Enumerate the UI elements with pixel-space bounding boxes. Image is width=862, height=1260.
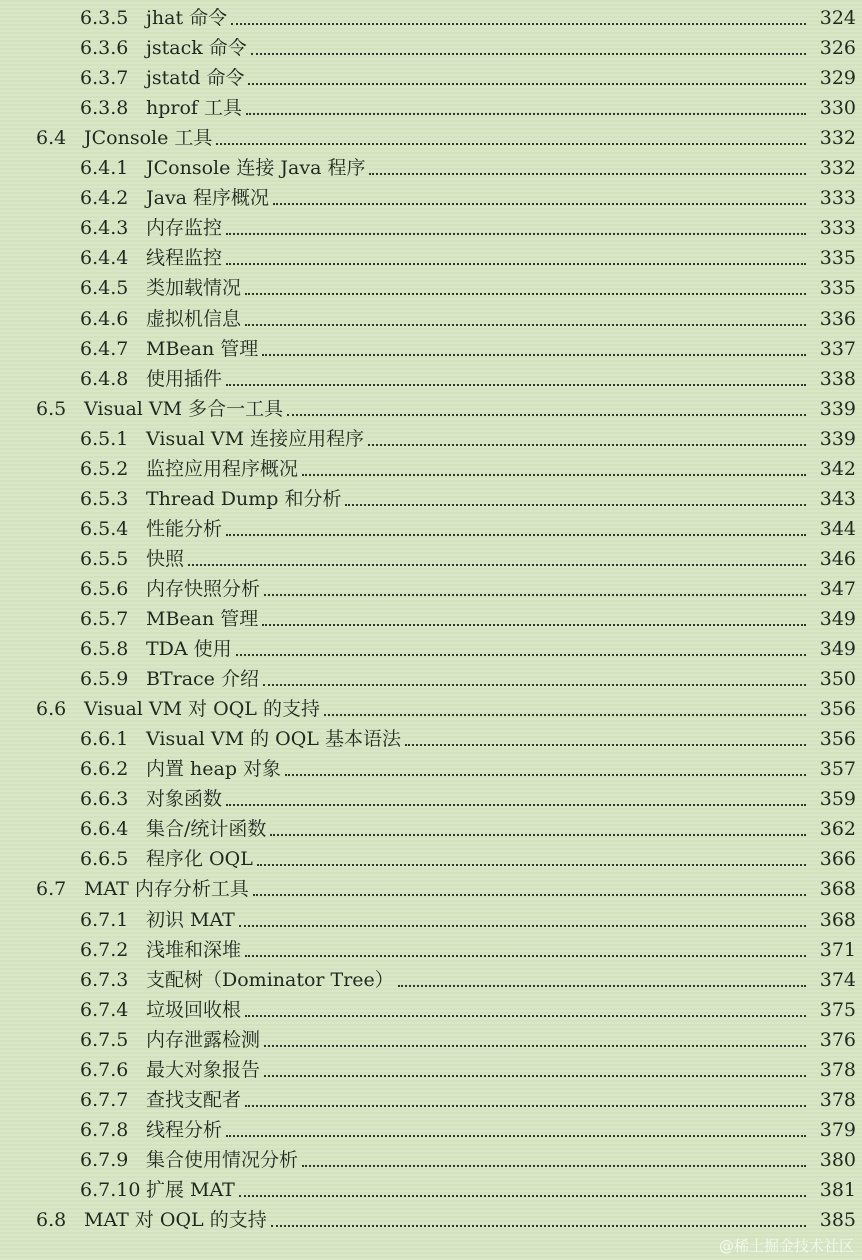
toc-subsection-entry[interactable] — [0, 364, 862, 394]
entry-title: 类加载情况 — [146, 277, 242, 299]
dot-leader — [226, 262, 806, 265]
entry-number: 6.3.6 — [80, 37, 129, 59]
toc-subsection-entry[interactable] — [0, 935, 862, 965]
entry-number: 6.4.4 — [80, 247, 129, 269]
dot-leader — [302, 473, 806, 476]
entry-title: Visual VM 的 OQL 基本语法 — [146, 728, 401, 750]
dot-leader — [245, 323, 806, 326]
entry-page-number: 346 — [819, 548, 856, 570]
entry-number: 6.6.3 — [80, 788, 129, 810]
entry-title: 线程监控 — [146, 247, 223, 269]
entry-title: 内置 heap 对象 — [146, 758, 282, 780]
entry-page-number: 371 — [819, 939, 856, 961]
entry-title: 垃圾回收根 — [146, 999, 242, 1021]
toc-subsection-entry[interactable] — [0, 3, 862, 33]
entry-page-number: 336 — [819, 308, 856, 330]
entry-page-number: 359 — [819, 788, 856, 810]
toc-subsection-entry[interactable] — [0, 213, 862, 243]
toc-subsection-entry[interactable] — [0, 183, 862, 213]
entry-title: jhat 命令 — [146, 7, 228, 29]
dot-leader — [231, 22, 806, 25]
entry-page-number: 324 — [819, 7, 856, 29]
toc-subsection-entry[interactable] — [0, 454, 862, 484]
entry-page-number: 337 — [819, 338, 856, 360]
entry-title: 集合使用情况分析 — [146, 1149, 299, 1171]
entry-page-number: 329 — [819, 67, 856, 89]
entry-title: Thread Dump 和分析 — [146, 488, 342, 510]
toc-subsection-entry[interactable] — [0, 1175, 862, 1205]
toc-subsection-entry[interactable] — [0, 273, 862, 303]
entry-title: 扩展 MAT — [146, 1179, 235, 1201]
entry-number: 6.5.1 — [80, 428, 129, 450]
entry-page-number: 380 — [819, 1149, 856, 1171]
toc-subsection-entry[interactable] — [0, 634, 862, 664]
toc-subsection-entry[interactable] — [0, 664, 862, 694]
dot-leader — [251, 52, 806, 55]
toc-subsection-entry[interactable] — [0, 814, 862, 844]
entry-title: 浅堆和深堆 — [146, 939, 242, 961]
entry-title: BTrace 介绍 — [146, 668, 259, 690]
entry-page-number: 347 — [819, 578, 856, 600]
toc-subsection-entry[interactable] — [0, 844, 862, 874]
entry-title: 集合/统计函数 — [146, 818, 267, 840]
entry-page-number: 368 — [819, 878, 856, 900]
entry-number: 6.4.2 — [80, 187, 129, 209]
entry-title: MAT 内存分析工具 — [84, 878, 249, 900]
entry-number: 6.3.7 — [80, 67, 129, 89]
toc-subsection-entry[interactable] — [0, 93, 862, 123]
entry-title: jstatd 命令 — [146, 67, 245, 89]
toc-subsection-entry[interactable] — [0, 574, 862, 604]
entry-number: 6.6.5 — [80, 848, 129, 870]
entry-page-number: 375 — [819, 999, 856, 1021]
dot-leader — [262, 353, 806, 356]
dot-leader — [270, 833, 806, 836]
dot-leader — [246, 112, 806, 115]
dot-leader — [245, 954, 806, 957]
entry-number: 6.5.3 — [80, 488, 129, 510]
entry-number: 6.3.8 — [80, 97, 129, 119]
entry-title: TDA 使用 — [146, 638, 232, 660]
dot-leader — [245, 292, 806, 295]
toc-subsection-entry[interactable] — [0, 514, 862, 544]
entry-title: MBean 管理 — [146, 608, 259, 630]
dot-leader — [264, 1044, 806, 1047]
entry-number: 6.4 — [36, 127, 67, 149]
entry-title: 监控应用程序概况 — [146, 458, 299, 480]
dot-leader — [264, 1074, 806, 1077]
entry-title: MBean 管理 — [146, 338, 259, 360]
entry-title: 内存监控 — [146, 217, 223, 239]
entry-number: 6.5.6 — [80, 578, 129, 600]
toc-subsection-entry[interactable] — [0, 1055, 862, 1085]
toc-section-entry[interactable] — [0, 694, 862, 724]
entry-page-number: 335 — [819, 277, 856, 299]
entry-page-number: 349 — [819, 608, 856, 630]
entry-title: Visual VM 多合一工具 — [84, 398, 284, 420]
entry-number: 6.7 — [36, 878, 67, 900]
dot-leader — [257, 863, 806, 866]
entry-number: 6.7.8 — [80, 1119, 129, 1141]
toc-subsection-entry[interactable] — [0, 33, 862, 63]
dot-leader — [226, 803, 806, 806]
entry-page-number: 333 — [819, 187, 856, 209]
entry-title: 对象函数 — [146, 788, 223, 810]
entry-number: 6.4.1 — [80, 157, 129, 179]
entry-page-number: 356 — [819, 698, 856, 720]
entry-title: Visual VM 对 OQL 的支持 — [84, 698, 320, 720]
entry-page-number: 326 — [819, 37, 856, 59]
entry-number: 6.7.6 — [80, 1059, 129, 1081]
dot-leader — [245, 1014, 806, 1017]
toc-subsection-entry[interactable] — [0, 1145, 862, 1175]
entry-number: 6.6.4 — [80, 818, 129, 840]
toc-subsection-entry[interactable] — [0, 784, 862, 814]
dot-leader — [264, 593, 806, 596]
entry-number: 6.7.9 — [80, 1149, 129, 1171]
entry-page-number: 378 — [819, 1089, 856, 1111]
entry-number: 6.4.8 — [80, 368, 129, 390]
entry-page-number: 344 — [819, 518, 856, 540]
entry-title: MAT 对 OQL 的支持 — [84, 1209, 267, 1231]
toc-subsection-entry[interactable] — [0, 484, 862, 514]
entry-number: 6.7.1 — [80, 909, 129, 931]
entry-title: JConsole 工具 — [84, 127, 213, 149]
entry-page-number: 333 — [819, 217, 856, 239]
dot-leader — [239, 924, 806, 927]
entry-number: 6.7.4 — [80, 999, 129, 1021]
entry-title: 内存快照分析 — [146, 578, 261, 600]
entry-page-number: 350 — [819, 668, 856, 690]
toc-section-entry[interactable] — [0, 874, 862, 904]
entry-title: 性能分析 — [146, 518, 223, 540]
entry-page-number: 381 — [819, 1179, 856, 1201]
dot-leader — [253, 893, 806, 896]
entry-page-number: 356 — [819, 728, 856, 750]
entry-title: Java 程序概况 — [146, 187, 270, 209]
toc-section-entry[interactable] — [0, 123, 862, 153]
dot-leader — [271, 1224, 806, 1227]
entry-number: 6.7.2 — [80, 939, 129, 961]
entry-page-number: 330 — [819, 97, 856, 119]
entry-page-number: 379 — [819, 1119, 856, 1141]
toc-subsection-entry[interactable] — [0, 153, 862, 183]
entry-number: 6.5.9 — [80, 668, 129, 690]
entry-title: 内存泄露检测 — [146, 1029, 261, 1051]
entry-title: 程序化 OQL — [146, 848, 253, 870]
entry-number: 6.6.2 — [80, 758, 129, 780]
entry-number: 6.7.3 — [80, 969, 129, 991]
entry-number: 6.3.5 — [80, 7, 129, 29]
entry-title: 查找支配者 — [146, 1089, 242, 1111]
entry-number: 6.6 — [36, 698, 67, 720]
toc-subsection-entry[interactable] — [0, 243, 862, 273]
entry-number: 6.4.5 — [80, 277, 129, 299]
toc-subsection-entry[interactable] — [0, 1115, 862, 1145]
dot-leader — [226, 1134, 806, 1137]
dot-leader — [245, 1104, 806, 1107]
entry-number: 6.8 — [36, 1209, 67, 1231]
toc-subsection-entry[interactable] — [0, 63, 862, 93]
toc-subsection-entry[interactable] — [0, 304, 862, 334]
entry-number: 6.5.8 — [80, 638, 129, 660]
toc-subsection-entry[interactable] — [0, 995, 862, 1025]
dot-leader — [398, 984, 806, 987]
entry-title: Visual VM 连接应用程序 — [146, 428, 365, 450]
entry-page-number: 349 — [819, 638, 856, 660]
entry-page-number: 332 — [819, 157, 856, 179]
entry-page-number: 374 — [819, 969, 856, 991]
entry-title: jstack 命令 — [146, 37, 247, 59]
dot-leader — [226, 533, 806, 536]
dot-leader — [263, 683, 806, 686]
dot-leader — [369, 172, 806, 175]
entry-title: 线程分析 — [146, 1119, 223, 1141]
toc-subsection-entry[interactable] — [0, 334, 862, 364]
entry-title: 快照 — [146, 548, 185, 570]
dot-leader — [287, 413, 806, 416]
entry-page-number: 378 — [819, 1059, 856, 1081]
entry-page-number: 332 — [819, 127, 856, 149]
entry-page-number: 385 — [819, 1209, 856, 1231]
watermark: @稀土掘金技术社区 — [718, 1237, 854, 1255]
dot-leader — [239, 1194, 806, 1197]
toc-subsection-entry[interactable] — [0, 424, 862, 454]
dot-leader — [226, 232, 806, 235]
entry-page-number: 357 — [819, 758, 856, 780]
entry-title: 使用插件 — [146, 368, 223, 390]
toc-subsection-entry[interactable] — [0, 754, 862, 784]
entry-number: 6.4.3 — [80, 217, 129, 239]
entry-number: 6.5.2 — [80, 458, 129, 480]
entry-number: 6.5 — [36, 398, 67, 420]
toc-section-entry[interactable] — [0, 394, 862, 424]
entry-page-number: 335 — [819, 247, 856, 269]
toc-subsection-entry[interactable] — [0, 905, 862, 935]
entry-title: 支配树（Dominator Tree） — [146, 969, 394, 991]
entry-number: 6.5.4 — [80, 518, 129, 540]
dot-leader — [236, 653, 806, 656]
entry-page-number: 338 — [819, 368, 856, 390]
entry-page-number: 368 — [819, 909, 856, 931]
entry-page-number: 366 — [819, 848, 856, 870]
dot-leader — [368, 443, 806, 446]
dot-leader — [216, 142, 806, 145]
dot-leader — [405, 743, 806, 746]
entry-number: 6.7.10 — [80, 1179, 141, 1201]
entry-page-number: 362 — [819, 818, 856, 840]
dot-leader — [345, 503, 806, 506]
entry-number: 6.7.7 — [80, 1089, 129, 1111]
entry-page-number: 376 — [819, 1029, 856, 1051]
entry-title: 虚拟机信息 — [146, 308, 242, 330]
dot-leader — [262, 623, 806, 626]
entry-title: 初识 MAT — [146, 909, 235, 931]
entry-number: 6.5.5 — [80, 548, 129, 570]
entry-number: 6.4.6 — [80, 308, 129, 330]
toc-section-entry[interactable] — [0, 1205, 862, 1235]
entry-number: 6.5.7 — [80, 608, 129, 630]
entry-page-number: 339 — [819, 398, 856, 420]
dot-leader — [324, 713, 806, 716]
dot-leader — [188, 563, 806, 566]
entry-number: 6.4.7 — [80, 338, 129, 360]
toc-subsection-entry[interactable] — [0, 1085, 862, 1115]
toc-subsection-entry[interactable] — [0, 1025, 862, 1055]
entry-page-number: 342 — [819, 458, 856, 480]
toc-subsection-entry[interactable] — [0, 604, 862, 634]
dot-leader — [226, 383, 806, 386]
dot-leader — [273, 202, 806, 205]
entry-number: 6.6.1 — [80, 728, 129, 750]
dot-leader — [285, 773, 806, 776]
toc-subsection-entry[interactable] — [0, 544, 862, 574]
entry-title: 最大对象报告 — [146, 1059, 261, 1081]
dot-leader — [248, 82, 806, 85]
entry-page-number: 339 — [819, 428, 856, 450]
entry-number: 6.7.5 — [80, 1029, 129, 1051]
dot-leader — [302, 1164, 806, 1167]
entry-page-number: 343 — [819, 488, 856, 510]
toc-subsection-entry[interactable] — [0, 965, 862, 995]
entry-title: hprof 工具 — [146, 97, 242, 119]
entry-title: JConsole 连接 Java 程序 — [146, 157, 366, 179]
toc-subsection-entry[interactable] — [0, 724, 862, 754]
